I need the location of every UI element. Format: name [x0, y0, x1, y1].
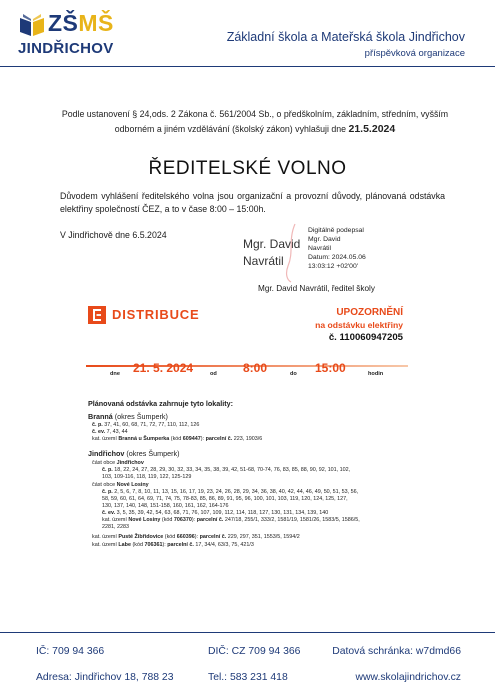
notice-number: č. 110060947205	[328, 332, 403, 343]
locations-heading: Plánovaná odstávka zahrnuje tyto lokality:	[88, 399, 233, 408]
nove-losiny-ev: č. ev. 3, 5, 35, 39, 42, 54, 63, 68, 71, 76, 107, 109, 112, 114, 118, 127, 130, 131, 134, 139, 140	[102, 510, 329, 517]
branna-ev: č. ev. 7, 43, 44	[92, 429, 128, 436]
intro-date: 21.5.2024	[348, 123, 396, 135]
town-jindrichov: Jindřichov (okres Šumperk)	[88, 449, 180, 459]
page-title: ŘEDITELSKÉ VOLNO	[148, 158, 347, 179]
signer-role: Mgr. David Navrátil, ředitel školy	[258, 284, 375, 293]
logo-city: JINDŘICHOV	[18, 40, 114, 57]
footer-databox: Datová schránka: w7dmd66	[332, 646, 461, 657]
nove-losiny-kat: kat. území Nové Losiny (kód 706370): parcelní č. 247/18, 255/1, 333/2, 1581/19, 1581/26, 1583/5, 1586/5,	[102, 517, 360, 524]
notice-title: UPOZORNĚNÍ	[336, 307, 403, 318]
part-jindrichov: část obce Jindřichov	[92, 459, 144, 466]
footer-web-link[interactable]: www.skolajindrichov.cz	[355, 672, 461, 683]
intro-line-2: odborném a jiném vzdělávání (školský zákon) vyhlašuji dne 21.5.2024	[114, 123, 396, 135]
label-do: do	[290, 371, 297, 377]
legal-intro	[60, 107, 450, 137]
footer-tel: Tel.: 583 231 418	[208, 672, 288, 683]
school-name: Základní škola a Mateřská škola Jindřichov	[226, 30, 465, 44]
jindrichov-cp-cont: 103, 109-116, 118, 119, 122, 125-129	[102, 473, 192, 480]
header-divider	[0, 66, 495, 67]
label-hodin: hodin	[368, 371, 384, 377]
branna-kat: kat. území Branná u Šumperka (kód 609447): parcelní č. 223, 1903/6	[92, 436, 263, 443]
school-logo	[18, 10, 128, 65]
footer-ic: IČ: 709 94 366	[36, 646, 105, 657]
digital-signature-info: Digitálně podepsal Mgr. David Navrátil Datum: 2024.05.06 13:03:12 +02'00'	[308, 227, 366, 270]
part-nove-losiny: část obce Nové Losiny	[92, 481, 149, 488]
jindrichov-cp: č. p. 18, 22, 24, 27, 28, 29, 30, 32, 33, 34, 35, 38, 39, 42, 51-68, 70-74, 76, 83, 85, 88, 90, 92, 101, 102,	[102, 466, 351, 473]
outage-from: 8:00	[243, 361, 268, 375]
school-subtitle: příspěvková organizace	[364, 48, 465, 59]
puste-kat: kat. území Pusté Žibřidovice (kód 660396): parcelní č. 229, 297, 351, 1553/5, 1594/2	[92, 533, 300, 540]
distribuce-brand: DISTRIBUCE	[112, 307, 200, 322]
outage-date: 21. 5. 2024	[133, 361, 194, 375]
labe-kat: kat. území Labe (kód 706361): parcelní č. 17, 34/4, 63/3, 75, 421/3	[92, 541, 254, 548]
nove-losiny-cp: č. p. 2, 5, 6, 7, 8, 10, 11, 13, 15, 16, 17, 19, 23, 24, 26, 28, 29, 34, 36, 38, 40, 42, 44, 46, 49, 50, 51, 53, 56,	[102, 488, 359, 495]
footer-dic: DIČ: CZ 709 94 366	[208, 646, 301, 657]
nove-losiny-cp-cont2: 130, 137, 140, 148, 151-158, 160, 161, 162, 164-176	[102, 503, 229, 510]
outage-notice	[315, 307, 403, 343]
label-od: od	[210, 371, 217, 377]
footer-address: Adresa: Jindřichov 18, 788 23	[36, 672, 174, 683]
nove-losiny-kat-cont: 2281, 2283	[102, 524, 129, 531]
outage-to: 15:00	[315, 361, 346, 375]
label-dne: dne	[110, 371, 120, 377]
book-icon	[18, 12, 46, 38]
signature-stroke-icon	[282, 222, 298, 284]
signer-name: Mgr. David Navrátil	[243, 237, 301, 268]
town-branna: Branná (okres Šumperk)	[88, 412, 168, 422]
locations-list	[88, 400, 418, 549]
cez-logo-icon	[88, 306, 106, 324]
reason-paragraph: Důvodem vyhlášení ředitelského volna jsou organizační a provozní důvody, plánovaná odstávka elektřiny společností ČEZ, a to v čase 8:00 – 15:00h.	[60, 191, 445, 214]
branna-cp: č. p. 37, 41, 60, 68, 71, 72, 77, 110, 112, 126	[92, 422, 200, 429]
intro-line-1: Podle ustanovení § 24,ods. 2 Zákona č. 561/2004 Sb., o předškolním, základním, středním, vyšším	[61, 109, 449, 119]
place-date: V Jindřichově dne 6.5.2024	[60, 230, 167, 240]
notice-subtitle: na odstávku elektřiny	[315, 320, 403, 330]
footer-divider	[0, 632, 495, 633]
logo-text: ZŠMŠ	[48, 10, 114, 36]
nove-losiny-cp-cont1: 58, 59, 60, 61, 64, 69, 71, 74, 75, 78-83, 85, 86, 89, 91, 95, 96, 100, 101, 103, 119, 120, 124, 125, 127,	[102, 496, 348, 503]
